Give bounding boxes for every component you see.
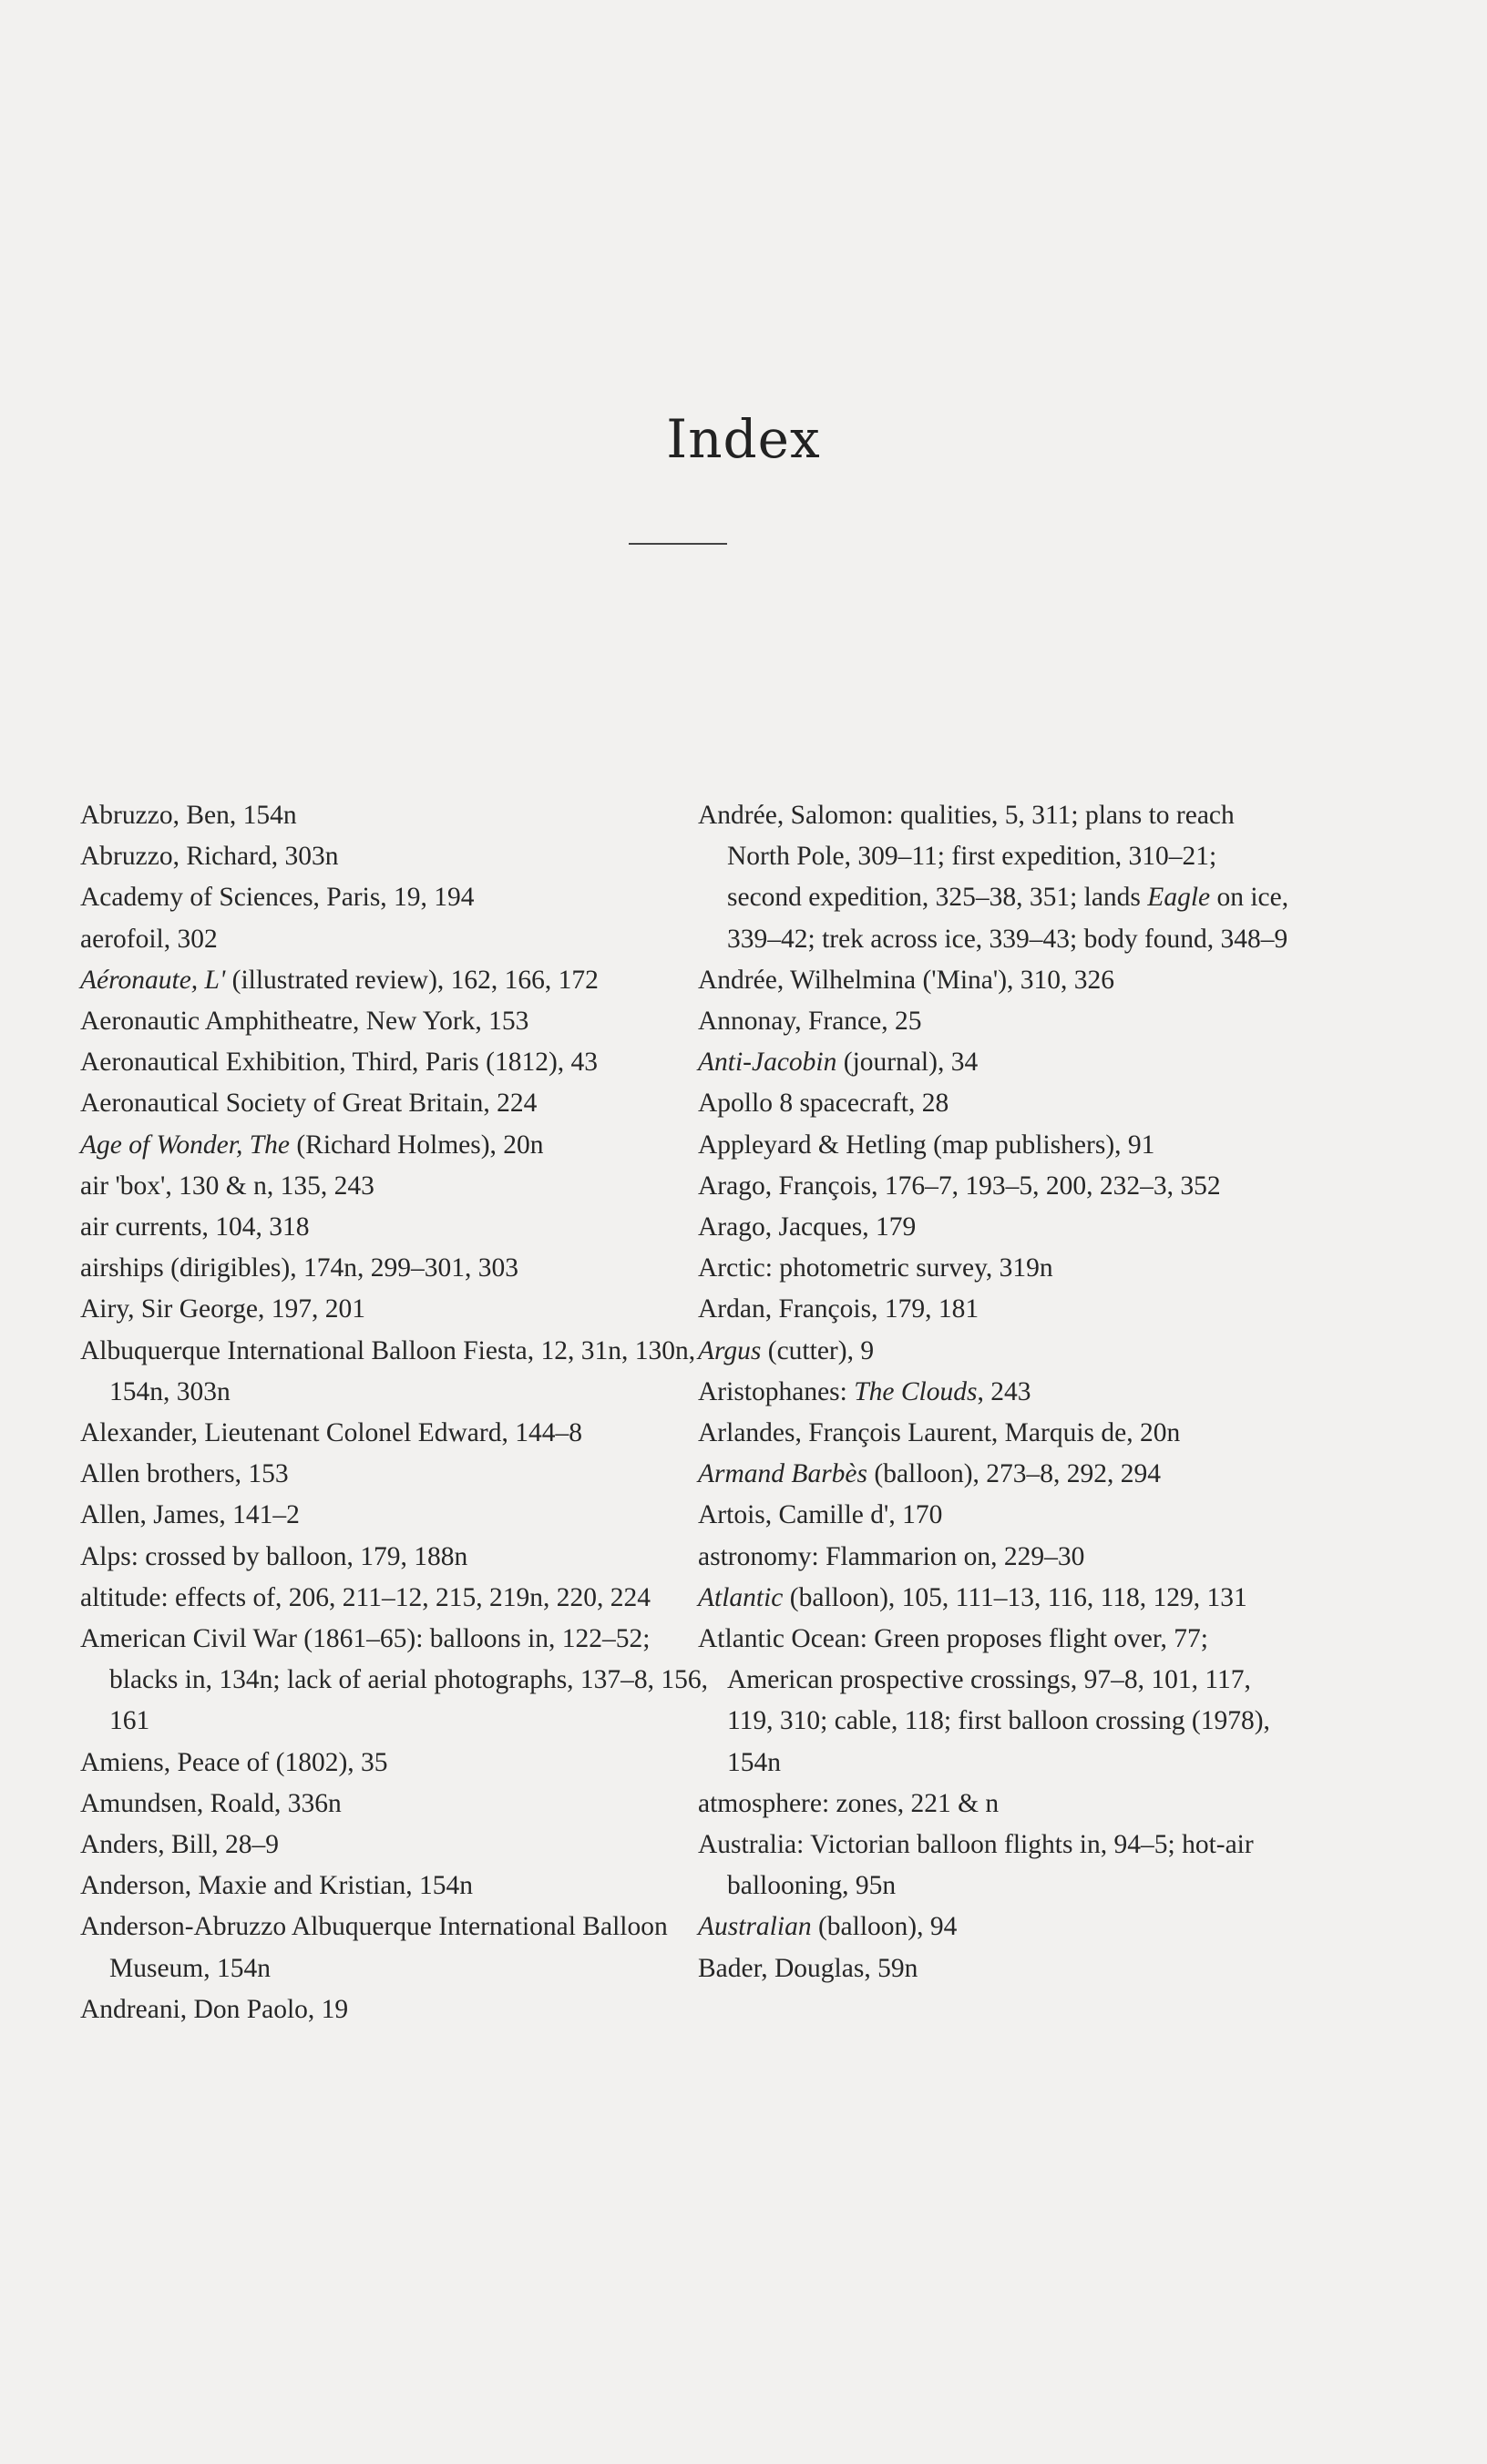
index-title: Index [666,408,821,470]
index-entry: Alps: crossed by balloon, 179, 188n [80,1541,468,1571]
index-entry: Apollo 8 spacecraft, 28 [698,1089,949,1119]
index-entry: Anderson, Maxie and Kristian, 154n [80,1871,473,1901]
index-entry: Andrée, Wilhelmina ('Mina'), 310, 326 [698,965,1115,995]
index-entry: Argus (cutter), 9 [698,1335,875,1365]
index-entry: air currents, 104, 318 [80,1212,310,1242]
index-entry: Bader, Douglas, 59n [698,1953,918,1983]
index-entry: Age of Wonder, The (Richard Holmes), 20n [80,1130,544,1160]
index-entry: Aeronautical Exhibition, Third, Paris (1812), 43 [80,1048,599,1078]
index-entry: Anderson-Abruzzo Albuquerque International Balloon Museum, 154n [80,1912,668,1983]
index-entry: Albuquerque International Balloon Fiesta, 12, 31n, 130n, 154n, 303n [80,1335,696,1406]
index-entry: Amundsen, Roald, 336n [80,1788,342,1818]
index-entry: Allen, James, 141–2 [80,1500,300,1530]
index-entry: aerofoil, 302 [80,924,218,954]
index-entry: Arago, François, 176–7, 193–5, 200, 232–3, 352 [698,1171,1221,1201]
index-entry: Annonay, France, 25 [698,1007,922,1037]
index-entry: Allen brothers, 153 [80,1459,289,1489]
index-column-right [698,795,1290,1989]
index-entry: air 'box', 130 & n, 135, 243 [80,1171,374,1201]
index-entry: Aeronautic Amphitheatre, New York, 153 [80,1007,529,1037]
index-entry: Aeronautical Society of Great Britain, 224 [80,1089,538,1119]
index-entry: altitude: effects of, 206, 211–12, 215, 219n, 220, 224 [80,1582,651,1612]
index-entry: Australia: Victorian balloon flights in, 94–5; hot-air ballooning, 95n [698,1830,1254,1901]
index-entry: Atlantic (balloon), 105, 111–13, 116, 118, 129, 131 [698,1582,1247,1612]
index-entry: Australian (balloon), 94 [698,1912,958,1942]
index-entry: Appleyard & Hetling (map publishers), 91 [698,1130,1155,1160]
index-entry: Aéronaute, L' (illustrated review), 162, 166, 172 [80,965,599,995]
index-entry: Aristophanes: The Clouds, 243 [698,1376,1031,1406]
index-entry: Andreani, Don Paolo, 19 [80,1994,349,2024]
index-entry: Arago, Jacques, 179 [698,1212,917,1242]
index-entry: American Civil War (1861–65): balloons in, 122–52; blacks in, 134n; lack of aerial photographs, 137–8, 156, 161 [80,1624,709,1736]
index-entry: Atlantic Ocean: Green proposes flight over, 77; American prospective crossings, 97–8, 101, 117, 119, 310; cable, 118; first balloon crossing (1978), 154n [698,1624,1270,1777]
index-entry: Amiens, Peace of (1802), 35 [80,1747,388,1777]
index-entry: atmosphere: zones, 221 & n [698,1788,1000,1818]
index-entry: Andrée, Salomon: qualities, 5, 311; plans to reach North Pole, 309–11; first expedition, 310–21; second expedition, 325–38, 351; lands Eagle on ice, 339–42; trek across ice, 339–43; body found, 348–9 [698,801,1289,954]
index-entry: Abruzzo, Richard, 303n [80,842,339,872]
index-entry: astronomy: Flammarion on, 229–30 [698,1541,1085,1571]
index-entry: Alexander, Lieutenant Colonel Edward, 144–8 [80,1418,582,1448]
index-entry: Artois, Camille d', 170 [698,1500,943,1530]
index-entry: Armand Barbès (balloon), 273–8, 292, 294 [698,1459,1162,1489]
index-entry: Academy of Sciences, Paris, 19, 194 [80,883,475,913]
title-rule [629,543,727,545]
index-entry: Ardan, François, 179, 181 [698,1294,979,1324]
index-entry: airships (dirigibles), 174n, 299–301, 303 [80,1253,518,1283]
index-column-left [80,795,718,2030]
index-entry: Arctic: photometric survey, 319n [698,1253,1053,1283]
index-entry: Abruzzo, Ben, 154n [80,801,297,830]
index-entry: Anders, Bill, 28–9 [80,1830,279,1860]
index-entry: Anti-Jacobin (journal), 34 [698,1048,979,1078]
index-entry: Airy, Sir George, 197, 201 [80,1294,365,1324]
index-entry: Arlandes, François Laurent, Marquis de, 20n [698,1418,1181,1448]
